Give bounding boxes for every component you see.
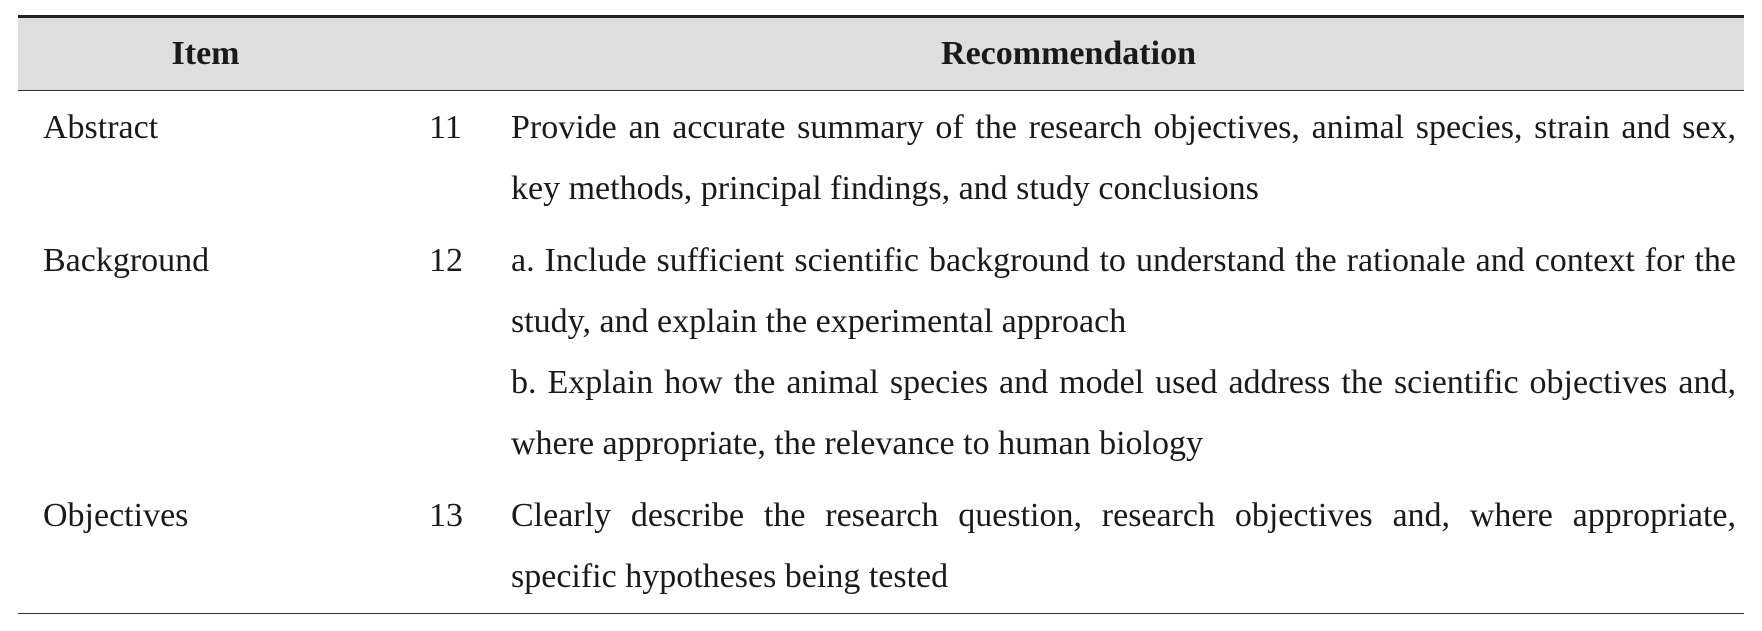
table-header bbox=[18, 17, 1744, 91]
recommendation-text: Provide an accurate summary of the research objectives, animal species, strain and sex, key methods, principal findings, and study conclusions bbox=[511, 109, 1736, 207]
recommendation-text: b. Explain how the animal species and model used address the scientific objectives and, where appropriate, the relevance to human biology bbox=[511, 364, 1736, 462]
item-number-cell: 11 bbox=[429, 109, 462, 146]
recommendation-text: a. Include sufficient scientific background to understand the rationale and context for the study, and explain the experimental approach bbox=[511, 242, 1736, 340]
table-row bbox=[18, 91, 1744, 220]
recommendation-cell bbox=[511, 474, 1744, 614]
recommendation-cell bbox=[511, 219, 1744, 474]
item-number-cell: 12 bbox=[429, 242, 463, 279]
header-recommendation: Recommendation bbox=[393, 17, 1744, 91]
item-name-cell: Objectives bbox=[18, 474, 393, 614]
recommendation-text: Clearly describe the research question, research objectives and, where appropriate, specific hypotheses being tested bbox=[511, 497, 1736, 595]
table-row bbox=[18, 219, 1744, 474]
item-name-cell: Abstract bbox=[43, 109, 159, 146]
recommendation-cell bbox=[511, 91, 1744, 220]
header-item: Item bbox=[18, 17, 393, 91]
recommendations-table bbox=[18, 15, 1744, 614]
recommendations-table-container bbox=[18, 15, 1744, 614]
table-header-row bbox=[18, 17, 1744, 91]
table-row bbox=[18, 474, 1744, 614]
item-number-cell: 13 bbox=[393, 474, 511, 614]
item-name-cell: Background bbox=[43, 242, 210, 279]
table-body bbox=[18, 91, 1744, 614]
